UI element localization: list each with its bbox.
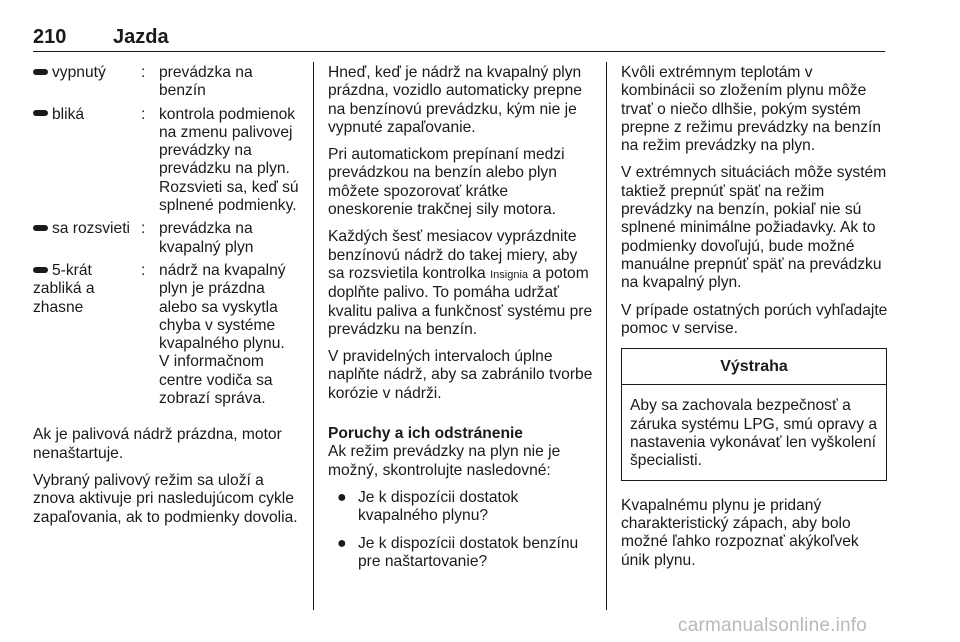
paragraph: Hneď, keď je nádrž na kvapalný plyn prázdna, vozidlo automaticky prepne na benzínovú prevádzku, kým nie je vypnuté zapaľovanie. <box>328 64 582 136</box>
state-term: bliká <box>52 105 85 123</box>
chapter-title: Jazda <box>113 26 169 48</box>
state-row <box>33 220 299 257</box>
paragraph <box>328 228 596 339</box>
column-divider-1 <box>313 62 314 610</box>
paragraph: V extrémnych situáciách môže systém taktiež prepnúť späť na režim prevádzky na benzín, pokiaľ nie sú splnené minimálne požiadavky. Ak to podmienky dovoľujú, bude možné manuálne prepnúť späť na prevádzku na kvapalný plyn. <box>621 164 887 292</box>
paragraph: Ak je palivová nádrž prázdna, motor nenaštartuje. <box>33 426 282 462</box>
paragraph-text: a potom doplňte palivo. To pomáha udržať kvalitu paliva a funkčnosť systému pre prevádzku na benzín. <box>328 264 593 338</box>
bullet-icon: ● <box>337 488 347 506</box>
column-1 <box>33 64 299 536</box>
section-heading: Poruchy a ich odstránenie <box>328 425 523 443</box>
warning-title: Výstraha <box>622 349 886 385</box>
column-3 <box>621 64 889 579</box>
state-separator: : <box>141 105 146 123</box>
paragraph: Vybraný palivový režim sa uloží a znova aktivuje pri nasledujúcom cykle zapaľovania, ak to podmienky dovolia. <box>33 471 298 526</box>
state-description: prevádzka na kvapalný plyn <box>159 220 254 256</box>
warning-box <box>621 348 887 480</box>
state-row <box>33 262 299 408</box>
indicator-label: Insignia <box>490 268 529 281</box>
column-divider-2 <box>606 62 607 610</box>
paragraph-text: Každých šesť mesiacov vyprázdnite benzínovú nádrž do takej miery, aby sa rozsvietila kontrolka <box>328 228 578 282</box>
state-separator: : <box>141 220 146 238</box>
paragraph: Ak režim prevádzky na plyn nie je možný, skontrolujte nasledovné: <box>328 443 561 479</box>
header-rule <box>33 51 885 52</box>
bullet-icon: ● <box>337 534 347 552</box>
checklist <box>328 489 596 571</box>
state-row <box>33 64 299 101</box>
indicator-state-table <box>33 64 299 408</box>
watermark: carmanualsonline.info <box>678 615 868 636</box>
list-item: ● Je k dispozícii dostatok benzínu pre naštartovanie? <box>337 534 579 570</box>
indicator-dash-icon <box>33 225 48 231</box>
paragraph: V prípade ostatných porúch vyhľadajte pomoc v servise. <box>621 301 888 337</box>
state-term: sa rozsvieti <box>52 220 130 238</box>
state-term: vypnutý <box>52 64 106 81</box>
paragraph: V pravidelných intervaloch úplne naplňte nádrž, aby sa zabránilo tvorbe korózie v nádrži. <box>328 348 593 402</box>
page-number: 210 <box>33 26 67 48</box>
paragraph: Pri automatickom prepínaní medzi prevádzkou na benzín alebo plyn môžete spozorovať krátke oneskorenie trakčnej sily motora. <box>328 146 565 219</box>
state-separator: : <box>141 64 146 81</box>
state-separator: : <box>141 261 146 279</box>
state-row <box>33 106 299 216</box>
paragraph: Kvôli extrémnym teplotám v kombinácii so zložením plynu môže trvať o niečo dlhšie, pokým systém prepne z režimu prevádzky na benzín na režim prevádzky na plyn. <box>621 64 882 155</box>
paragraph: Kvapalnému plynu je pridaný charakteristický zápach, aby bolo možné ľahko rozpoznať akýkoľvek únik plynu. <box>621 496 859 569</box>
column-2 <box>328 64 596 580</box>
state-description: prevádzka na benzín <box>159 64 253 100</box>
state-description: nádrž na kvapalný plyn je prázdna alebo sa vyskytla chyba v systéme kvapalného plynu. V informačnom centre vodiča sa zobrazí správa. <box>159 261 286 408</box>
indicator-dash-icon <box>33 69 48 75</box>
state-description: kontrola podmienok na zmenu palivovej prevádzky na prevádzku na plyn. Rozsvieti sa, keď sú splnené podmienky. <box>159 105 299 215</box>
indicator-dash-icon <box>33 267 48 273</box>
state-term: 5-krát zabliká a zhasne <box>33 261 95 316</box>
warning-text: Aby sa zachovala bezpečnosť a záruka systému LPG, smú opravy a nastavenia vykonávať len vyškolení špecialisti. <box>630 397 877 470</box>
list-item: ● Je k dispozícii dostatok kvapalného plynu? <box>337 488 519 525</box>
indicator-dash-icon <box>33 110 48 116</box>
page-header <box>33 24 885 50</box>
